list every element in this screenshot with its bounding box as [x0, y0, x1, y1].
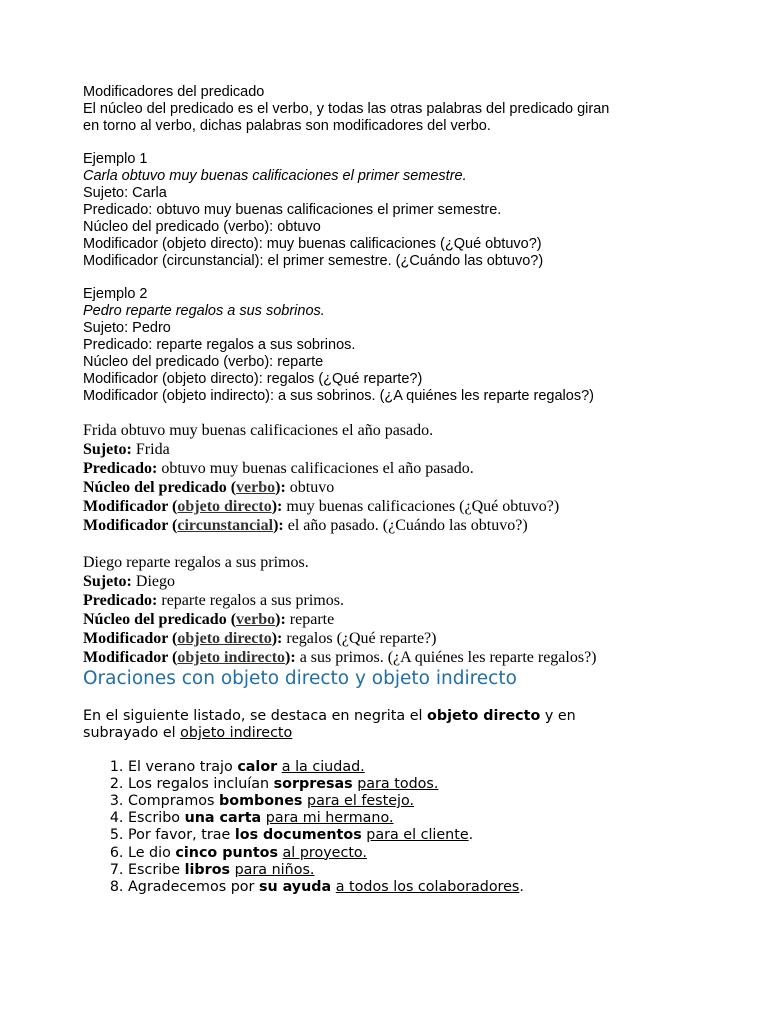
- example-mod-circunstancial: Modificador (circunstancial): el primer semestre. (¿Cuándo las obtuvo?): [83, 252, 544, 269]
- intro-line: en torno al verbo, dichas palabras son modificadores del verbo.: [83, 117, 491, 134]
- answer-sujeto: Sujeto: Diego: [83, 573, 175, 591]
- answer-mod-directo: Modificador (objeto directo): regalos (¿Qué reparte?): [83, 630, 437, 648]
- section-title: Modificadores del predicado: [83, 84, 265, 100]
- document-page: [83, 84, 723, 896]
- answer-predicado: Predicado: obtuvo muy buenas calificaciones el año pasado.: [83, 459, 474, 477]
- examples-list: [83, 759, 723, 896]
- section-heading: Oraciones con objeto directo y objeto indirecto: [83, 667, 517, 689]
- answer-mod-directo: Modificador (objeto directo): muy buenas calificaciones (¿Qué obtuvo?): [83, 497, 560, 515]
- answer-predicado: Predicado: reparte regalos a sus primos.: [83, 592, 344, 610]
- answer-sentence: Diego reparte regalos a sus primos.: [83, 554, 309, 572]
- example-predicado: Predicado: obtuvo muy buenas calificaciones el primer semestre.: [83, 201, 502, 218]
- example-sentence: Pedro reparte regalos a sus sobrinos.: [83, 302, 325, 319]
- list-item: 4. Escribo una carta para mi hermano.: [128, 810, 723, 827]
- example-sentence: Carla obtuvo muy buenas calificaciones el primer semestre.: [83, 168, 467, 185]
- answer-nucleo: Núcleo del predicado (verbo): obtuvo: [83, 478, 335, 496]
- answer-block-1: [83, 422, 723, 535]
- example-mod-indirecto: Modificador (objeto indirecto): a sus sobrinos. (¿A quiénes les reparte regalos?): [83, 387, 594, 404]
- listado-intro: En el siguiente listado, se destaca en negrita el objeto directo y en: [83, 707, 576, 724]
- section-oraciones: [83, 708, 723, 896]
- example-nucleo: Núcleo del predicado (verbo): obtuvo: [83, 218, 321, 235]
- example-label: Ejemplo 1: [83, 151, 148, 168]
- list-item: 8. Agradecemos por su ayuda a todos los colaboradores.: [128, 879, 723, 896]
- answer-sujeto: Sujeto: Frida: [83, 440, 170, 458]
- answer-mod-circunstancial: Modificador (circunstancial): el año pasado. (¿Cuándo las obtuvo?): [83, 516, 528, 534]
- example-sujeto: Sujeto: Pedro: [83, 319, 171, 336]
- section-modificadores: [83, 84, 723, 404]
- example-nucleo: Núcleo del predicado (verbo): reparte: [83, 353, 324, 370]
- list-item: 5. Por favor, trae los documentos para el cliente.: [128, 827, 723, 844]
- example-sujeto: Sujeto: Carla: [83, 185, 167, 202]
- intro-line: El núcleo del predicado es el verbo, y todas las otras palabras del predicado giran: [83, 100, 610, 117]
- example-predicado: Predicado: reparte regalos a sus sobrinos.: [83, 336, 356, 353]
- list-item: 7. Escribe libros para niños.: [128, 862, 723, 879]
- answer-sentence: Frida obtuvo muy buenas calificaciones el año pasado.: [83, 422, 434, 439]
- answer-nucleo: Núcleo del predicado (verbo): reparte: [83, 611, 335, 629]
- example-label: Ejemplo 2: [83, 286, 148, 303]
- example-mod-directo: Modificador (objeto directo): muy buenas calificaciones (¿Qué obtuvo?): [83, 235, 542, 252]
- listado-intro: subrayado el objeto indirecto: [83, 724, 293, 741]
- answer-mod-indirecto: Modificador (objeto indirecto): a sus primos. (¿A quiénes les reparte regalos?): [83, 648, 597, 666]
- answer-block-2: [83, 554, 723, 667]
- list-item: 3. Compramos bombones para el festejo.: [128, 793, 723, 810]
- list-item: 1. El verano trajo calor a la ciudad.: [128, 759, 723, 776]
- list-item: 2. Los regalos incluían sorpresas para todos.: [128, 776, 723, 793]
- example-mod-directo: Modificador (objeto directo): regalos (¿Qué reparte?): [83, 370, 423, 387]
- list-item: 6. Le dio cinco puntos al proyecto.: [128, 845, 723, 862]
